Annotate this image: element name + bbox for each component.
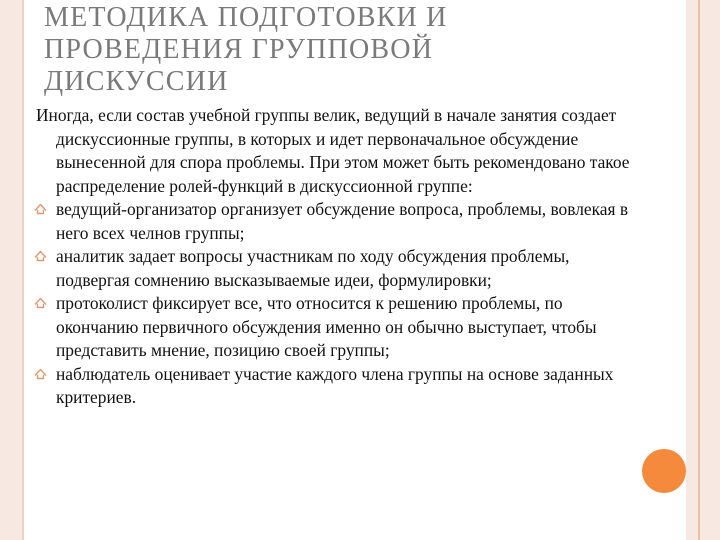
list-item-text: ведущий-организатор организует обсуждение вопроса, проблемы, вовлекая в него всех челнов группы; [56,199,629,243]
bullet-icon [34,297,47,309]
left-frame-line [22,0,24,540]
slide-title-line: ПРОВЕДЕНИЯ ГРУППОВОЙ [44,34,434,65]
list-item-text: наблюдатель оценивает участие каждого члена группы на основе заданных критериев. [56,363,614,407]
right-frame-line [698,0,700,540]
right-frame-band [686,0,720,540]
slide-title [44,2,604,98]
slide-body [36,104,646,410]
bullet-icon [34,250,47,262]
slide-title-line: ДИСКУССИИ [44,66,229,97]
left-frame-band [0,0,22,540]
bullet-icon [34,368,47,380]
list-item-text: аналитик задает вопросы участникам по ходу обсуждения проблемы, подвергая сомнению высказываемые идеи, формулировки; [56,246,570,290]
bullet-icon [34,203,47,215]
decorative-circle [642,449,686,493]
intro-paragraph: Иногда, если состав учебной группы велик, ведущий в начале занятия создает дискуссионные группы, в которых и идет первоначальное обсуждение вынесенной для спора проблемы. При этом может быть рекомендовано такое распределение ролей-функций в дискуссионной группе: [36,105,630,196]
list-item [36,198,646,245]
list-item-text: протоколист фиксирует все, что относится к решению проблемы, по окончанию первичного обсуждения именно он обычно выступает, чтобы представить мнение, позицию своей группы; [56,293,597,360]
slide-title-line: МЕТОДИКА ПОДГОТОВКИ И [44,2,448,33]
list-item [36,245,646,292]
list-item [36,292,646,363]
list-item [36,363,646,410]
role-list [36,198,646,410]
